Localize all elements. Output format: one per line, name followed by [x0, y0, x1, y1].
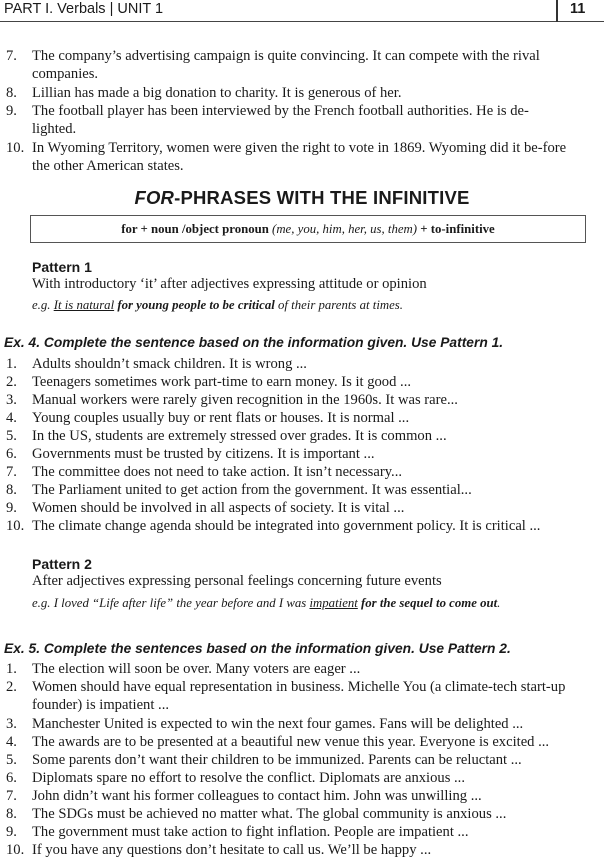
- item-text: The company’s advertising campaign is quite convincing. It can compete with the rival companies.: [32, 48, 540, 82]
- top-list: [0, 47, 604, 176]
- list-item: [0, 84, 604, 102]
- item-text: In Wyoming Territory, women were given the right to vote in 1869. Wyoming did it be-fore the other American states.: [32, 140, 567, 174]
- item-number: 8.: [6, 85, 17, 101]
- exercise-4-list: [0, 355, 604, 535]
- list-item: [0, 47, 604, 84]
- list-item: 8. The SDGs must be achieved no matter what. The global community is anxious ...: [6, 806, 507, 822]
- list-item: [0, 102, 604, 139]
- page-number: 11: [570, 1, 586, 17]
- list-item: 5. In the US, students are extremely stressed over grades. It is common ...: [6, 428, 447, 444]
- list-item: 9. The government must take action to fight inflation. People are impatient ...: [6, 824, 469, 840]
- list-item: 10. The climate change agenda should be integrated into government policy. It is critical ...: [6, 518, 541, 534]
- pattern-2-example: e.g. I loved “Life after life” the year before and I was impatient for the sequel to come out.: [32, 596, 501, 610]
- pattern-1-description: With introductory ‘it’ after adjectives expressing attitude or opinion: [32, 276, 427, 292]
- exercise-5-list: [0, 660, 604, 859]
- formula-part: for + noun /object pronoun: [121, 222, 269, 236]
- list-item: 2. Teenagers sometimes work part-time to earn money. Is it good ...: [6, 374, 411, 390]
- header-divider: [556, 0, 558, 22]
- list-item: [0, 139, 604, 176]
- item-text: The football player has been interviewed by the French football authorities. He is de-lighted.: [32, 103, 529, 137]
- list-item: 7. The committee does not need to take action. It isn’t necessary...: [6, 464, 402, 480]
- list-item: 10. If you have any questions don’t hesitate to call us. We’ll be happy ...: [6, 842, 432, 858]
- list-item: 4. The awards are to be presented at a beautiful new venue this year. Everyone is excited ...: [6, 734, 550, 750]
- list-item: 1. Adults shouldn’t smack children. It is wrong ...: [6, 356, 307, 372]
- list-item: 6. Governments must be trusted by citizens. It is important ...: [6, 446, 375, 462]
- list-item: 2. Women should have equal representation in business. Michelle You (a climate-tech start-up founder) is impatient ...: [6, 679, 566, 713]
- exercise-4-title: Ex. 4. Complete the sentence based on the information given. Use Pattern 1.: [4, 335, 504, 350]
- item-number: 7.: [6, 48, 17, 64]
- pattern-1-title: Pattern 1: [32, 259, 92, 275]
- list-item: 8. The Parliament united to get action from the government. It was essential...: [6, 482, 472, 498]
- running-head: PART I. Verbals | UNIT 1: [4, 1, 164, 17]
- item-number: 9.: [6, 103, 17, 119]
- list-item: 3. Manchester United is expected to win the next four games. Fans will be delighted ...: [6, 716, 524, 732]
- exercise-5-title: Ex. 5. Complete the sentences based on the information given. Use Pattern 2.: [4, 641, 511, 656]
- item-text: Lillian has made a big donation to charity. It is generous of her.: [32, 85, 402, 101]
- list-item: 5. Some parents don’t want their children to be immunized. Parents can be reluctant ...: [6, 752, 522, 768]
- formula-box: [30, 215, 586, 243]
- pattern-2-description: After adjectives expressing personal feelings concerning future events: [32, 573, 442, 589]
- page-header: [0, 0, 604, 22]
- list-item: 3. Manual workers were rarely given recognition in the 1960s. It was rare...: [6, 392, 458, 408]
- list-item: 9. Women should be involved in all aspects of society. It is vital ...: [6, 500, 405, 516]
- item-number: 10.: [6, 140, 25, 156]
- list-item: 1. The election will soon be over. Many voters are eager ...: [6, 661, 361, 677]
- list-item: 7. John didn’t want his former colleagues to contact him. John was unwilling ...: [6, 788, 482, 804]
- list-item: 6. Diplomats spare no effort to resolve the conflict. Diplomats are anxious ...: [6, 770, 465, 786]
- formula-pronouns: (me, you, him, her, us, them): [268, 222, 421, 236]
- formula-part: + to-infinitive: [420, 222, 495, 236]
- pattern-2-title: Pattern 2: [32, 556, 92, 572]
- list-item: 4. Young couples usually buy or rent flats or houses. It is normal ...: [6, 410, 410, 426]
- section-title: FOR-PHRASES WITH THE INFINITIVE: [134, 187, 470, 208]
- pattern-1-example: e.g. It is natural for young people to be critical of their parents at times.: [32, 298, 403, 312]
